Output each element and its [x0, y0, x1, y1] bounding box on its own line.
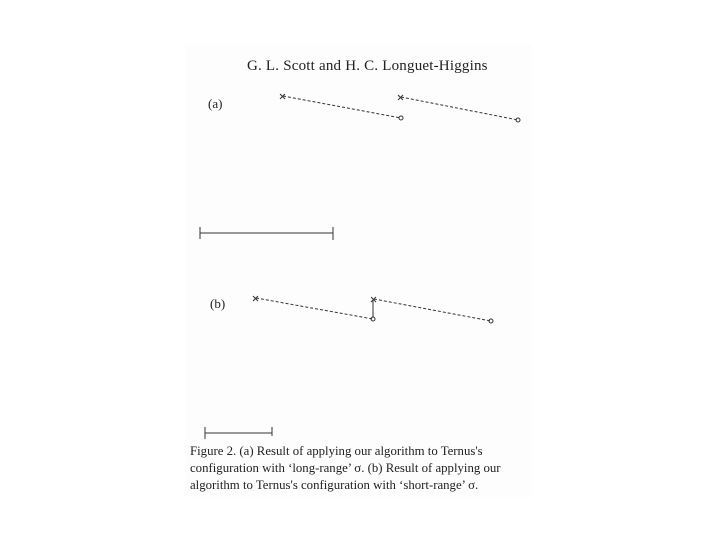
panel-b-figure	[205, 296, 493, 439]
panel-a-segment-1	[283, 96, 401, 118]
panel-a-segment-2	[401, 97, 518, 120]
panel-a-figure	[200, 94, 520, 240]
figure-caption	[190, 443, 535, 494]
caption-line-1: Figure 2. (a) Result of applying our algorithm to Ternus's	[190, 444, 483, 458]
panel-b-segment-1	[256, 298, 373, 319]
running-header: G. L. Scott and H. C. Longuet-Higgins	[247, 58, 488, 74]
panel-a-label: (a)	[208, 96, 223, 111]
panel-b-label: (b)	[210, 296, 226, 311]
caption-line-3: algorithm to Ternus's configuration with ‘short-range’ σ.	[190, 478, 479, 492]
panel-b-segment-2	[374, 299, 491, 321]
caption-line-2: configuration with ‘long-range’ σ. (b) Result of applying our	[190, 461, 501, 475]
